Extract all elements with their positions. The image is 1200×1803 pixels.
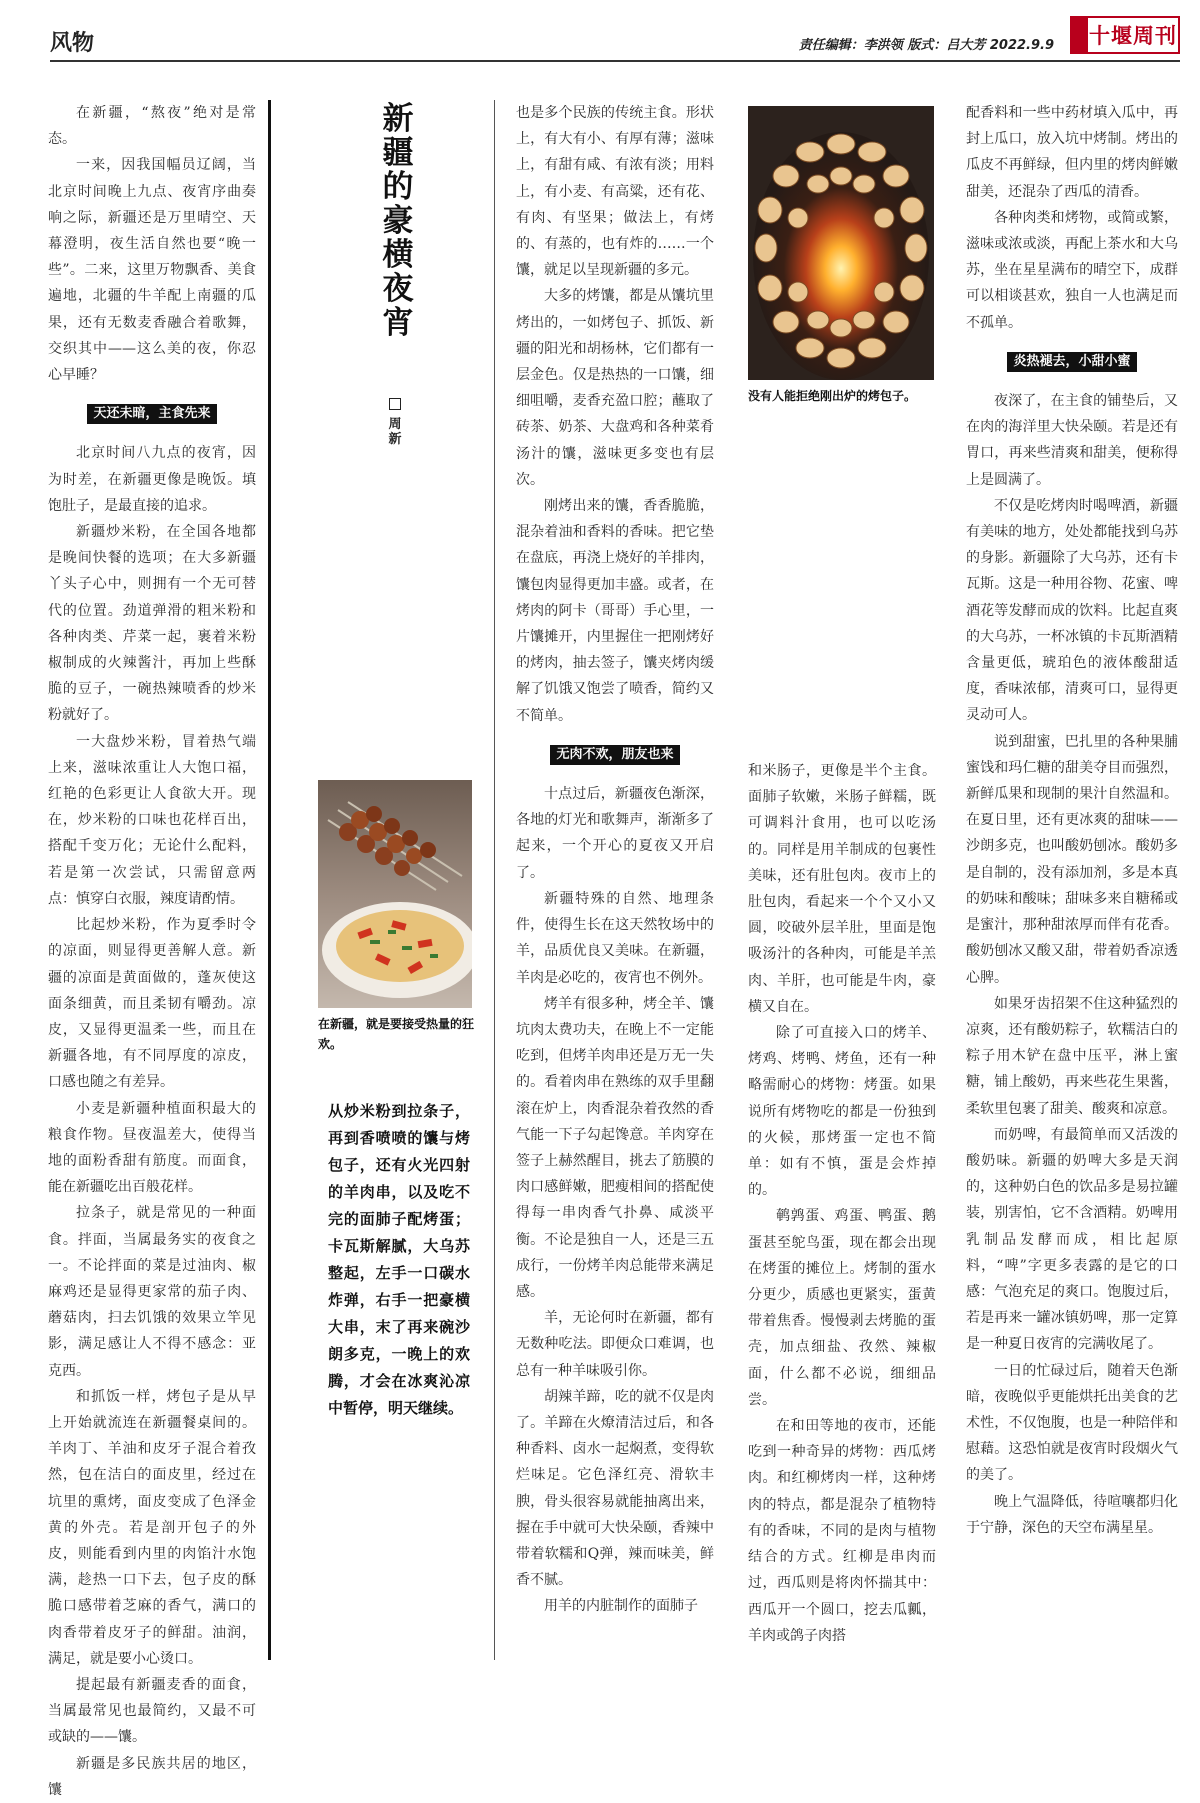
column-2 — [516, 100, 714, 1620]
paragraph: 新疆是多民族共居的地区，馕 — [48, 1755, 256, 1798]
column-divider — [268, 100, 271, 1660]
paragraph: 拉条子，就是常见的一种面食。拌面，当属最务实的夜食之一。不论拌面的菜是过油肉、椒麻鸡还是显得更家常的茄子肉、蘑菇肉，扫去饥饿的效果立竿见影，满足感让人不得不感念：亚克西。 — [48, 1205, 256, 1379]
byline — [386, 398, 404, 447]
column-3 — [748, 758, 936, 1649]
section-label: 风物 — [50, 31, 95, 56]
paragraph: 烤羊有很多种，烤全羊、馕坑肉太费功夫，在晚上不一定能吃到，但烤羊肉串还是万无一失的。看着肉串在熟练的双手里翻滚在炉上，肉香混杂着孜然的香气能一下子勾起馋意。羊肉穿在签子上赫然醒目，挑去了筋膜的肉口感鲜嫩，肥瘦相间的搭配使得每一串肉香气扑鼻、咸淡平衡。不论是独自一人，还是三五成行，一份烤羊肉总能带来满足感。 — [516, 995, 714, 1300]
paragraph: 刚烤出来的馕，香香脆脆，混杂着油和香料的香味。把它垫在盘底，再浇上烧好的羊排肉，馕包肉显得更加丰盛。或者，在烤肉的阿卡（哥哥）手心里，一片馕摊开，内里握住一把刚烤好的烤肉，抽去签子，馕夹烤肉缓解了饥饿又饱尝了喷香，简约又不简单。 — [516, 498, 714, 724]
intro-line: 在新疆，“熬夜”绝对是常态。 — [48, 105, 256, 148]
logo-bar — [1072, 18, 1088, 52]
logo-text: 十堰周刊 — [1089, 23, 1177, 48]
byline-box-icon — [389, 398, 401, 410]
photo-caption: 没有人能拒绝刚出炉的烤包子。 — [748, 389, 917, 403]
author-name: 周新 — [388, 417, 402, 447]
edition-credits: 责任编辑：李洪领 版式：吕大芳 2022.9.9 — [798, 38, 1054, 53]
column-4 — [966, 100, 1178, 1541]
paragraph: 一大盘炒米粉，冒着热气端上来，滋味浓重让人大饱口福，红艳的色彩更让人食欲大开。现在，炒米粉的口味也花样百出，搭配千变万化；无论什么配料，若是第一次尝试，只需留意两点：慎穿白衣服，辣度请酌情。 — [48, 733, 256, 907]
paragraph: 胡辣羊蹄，吃的就不仅是肉了。羊蹄在火燎清洁过后，和各种香料、卤水一起焖煮，变得软烂味足。它色泽红亮、滑软丰腴，骨头很容易就能抽离出来，握在手中就可大快朵颐，香辣中带着软糯和Q弹，辣而味美，鲜香不腻。 — [516, 1388, 714, 1589]
paragraph: 晚上气温降低，待喧嚷都归化于宁静，深色的天空布满星星。 — [966, 1493, 1178, 1536]
paragraph: 一来，因我国幅员辽阔，当北京时间晚上九点、夜宵序曲奏响之际，新疆还是万里晴空、天幕澄明，夜生活自然也要“晚一些”。二来，这里万物飘香、美食遍地，北疆的牛羊配上南疆的瓜果，还有无数麦香融合着歌舞，交织其中——这么美的夜，你忍心早睡？ — [48, 157, 256, 384]
paragraph: 如果牙齿招架不住这种猛烈的凉爽，还有酸奶粽子，软糯洁白的粽子用木铲在盘中压平，淋上蜜糖，铺上酸奶，再来些花生果酱，柔软里包裹了甜美、酸爽和凉意。 — [966, 995, 1178, 1117]
paragraph: 和米肠子，更像是半个主食。面肺子软嫩，米肠子鲜糯，既可调料汁食用，也可以吃汤的。同样是用羊制成的包裹性美味，还有肚包肉。夜市上的肚包肉，看起来一个个又小又圆，咬破外层羊肚，里面是饱吸汤汁的各种肉，可能是羊羔肉、羊肝，也可能是牛肉，豪横又自在。 — [748, 763, 936, 1015]
paragraph: 在和田等地的夜市，还能吃到一种奇异的烤物：西瓜烤肉。和红柳烤肉一样，这种烤肉的特点，都是混杂了植物特有的香味，不同的是肉与植物结合的方式。红柳是串肉而过，西瓜则是将肉怀揣其中：西瓜开一个圆口，挖去瓜瓤，羊肉或鸽子肉搭 — [748, 1418, 936, 1644]
column-1 — [48, 100, 256, 1803]
photo-caption: 在新疆，就是要接受热量的狂欢。 — [318, 1017, 475, 1051]
photo-skewers-and-rice — [318, 780, 472, 1008]
paragraph: 不仅是吃烤肉时喝啤酒，新疆有美味的地方，处处都能找到乌苏的身影。新疆除了大乌苏，还有卡瓦斯。这是一种用谷物、花蜜、啤酒花等发酵而成的饮料。比起直爽的大乌苏，一杯冰镇的卡瓦斯酒精含量更低，琥珀色的液体酸甜适度，香味浓郁，清爽可口，显得更灵动可人。 — [966, 497, 1178, 724]
paragraph: 新疆炒米粉，在全国各地都是晚间快餐的选项；在大多新疆丫头子心中，则拥有一个无可替代的位置。劲道弹滑的粗米粉和各种肉类、芹菜一起，裹着米粉椒制成的火辣酱汁，再加上些酥脆的豆子，一碗热辣喷香的炒米粉就好了。 — [48, 524, 256, 724]
section-heading-text: 无肉不欢，朋友也来 — [550, 745, 679, 765]
paragraph: 也是多个民族的传统主食。形状上，有大有小、有厚有薄；滋味上，有甜有咸、有浓有淡；用料上，有小麦、有高粱，还有花、有肉、有坚果；做法上，有烤的、有蒸的，也有炸的……一个馕，就足以呈现新疆的多元。 — [516, 105, 714, 279]
paragraph: 夜深了，在主食的铺垫后，又在肉的海洋里大快朵颐。若是还有胃口，再来些清爽和甜美，便称得上是圆满了。 — [966, 393, 1178, 488]
paragraph: 一日的忙碌过后，随着天色渐暗，夜晚似乎更能烘托出美食的艺术性，不仅饱腹，也是一种陪伴和慰藉。这恐怕就是夜宵时段烟火气的美了。 — [966, 1362, 1178, 1484]
paragraph: 大多的烤馕，都是从馕坑里烤出的，一如烤包子、抓饭、新疆的阳光和胡杨林，它们都有一层金色。仅是热热的一口馕，细细咀嚼，麦香充盈口腔；蘸取了砖茶、奶茶、大盘鸡和各种菜肴汤汁的馕，滋味更多变也有层次。 — [516, 288, 714, 488]
paragraph: 各种肉类和烤物，或简或繁，滋味或浓或淡，再配上茶水和大乌苏，坐在星星满布的晴空下，成群可以相谈甚欢，独自一人也满足而不孤单。 — [966, 209, 1178, 331]
paragraph: 小麦是新疆种植面积最大的粮食作物。昼夜温差大，使得当地的面粉香甜有筋度。而面食，能在新疆吃出百般花样。 — [48, 1100, 256, 1196]
paragraph: 用羊的内脏制作的面肺子 — [544, 1598, 698, 1615]
paragraph: 羊，无论何时在新疆，都有无数种吃法。即便众口难调，也总有一种羊味吸引你。 — [516, 1310, 714, 1379]
header-rule — [50, 60, 1180, 62]
paragraph: 鹌鹑蛋、鸡蛋、鸭蛋、鹅蛋甚至鸵鸟蛋，现在都会出现在烤蛋的摊位上。烤制的蛋水分更少，质感也更紧实，蛋黄带着焦香。慢慢剥去烤脆的蛋壳，加点细盐、孜然、辣椒面，什么都不必说，细细品尝。 — [748, 1208, 936, 1408]
newspaper-logo — [1070, 16, 1180, 54]
paragraph: 北京时间八九点的夜宵，因为时差，在新疆更像是晚饭。填饱肚子，是最直接的追求。 — [48, 445, 256, 514]
column-divider — [494, 100, 495, 1660]
paragraph: 配香料和一些中药材填入瓜中，再封上瓜口，放入坑中烤制。烤出的瓜皮不再鲜绿，但内里的烤肉鲜嫩甜美，还混杂了西瓜的清香。 — [966, 105, 1178, 200]
section-heading-text: 天还未暗，主食先来 — [87, 404, 216, 424]
paragraph: 十点过后，新疆夜色渐深，各地的灯光和歌舞声，渐渐多了起来，一个开心的夏夜又开启了。 — [516, 786, 714, 881]
paragraph: 说到甜蜜，巴扎里的各种果脯蜜饯和玛仁糖的甜美夺目而强烈，新鲜瓜果和现制的果汁自然温和。在夏日里，还有更冰爽的甜味——沙朗多克，也叫酸奶刨冰。酸奶多是自制的，没有添加剂，多是本真的奶味和酸味；甜味多来自糖稀或是蜜汁，那种甜浓厚而伴有花香。酸奶刨冰又酸又甜，带着奶香凉透心脾。 — [966, 733, 1178, 986]
paragraph: 和抓饭一样，烤包子是从早上开始就流连在新疆餐桌间的。羊肉丁、羊油和皮牙子混合着孜然，包在洁白的面皮里，经过在坑里的熏烤，面皮变成了色泽金黄的外壳。若是剖开包子的外皮，则能看到内里的肉馅汁水饱满，趁热一口下去，包子皮的酥脆口感带着芝麻的香气，满口的肉香带着皮牙子的鲜甜。油润，满足，就是要小心烫口。 — [48, 1388, 256, 1667]
tandoor-image — [748, 106, 934, 380]
section-heading — [48, 400, 256, 426]
photo-tandoor — [748, 106, 934, 380]
paragraph: 比起炒米粉，作为夏季时令的凉面，则显得更善解人意。新疆的凉面是黄面做的，蓬灰使这面条细黄，而且柔韧有嚼劲。凉皮，又显得更温柔一些，而且在新疆各地，有不同厚度的凉皮，口感也随之有差异。 — [48, 917, 256, 1091]
pull-quote: 从炒米粉到拉条子，再到香喷喷的馕与烤包子，还有火光四射的羊肉串，以及吃不完的面肺子配烤蛋；卡瓦斯解腻，大乌苏整起，左手一口碳水炸弹，右手一把豪横大串，末了再来碗沙朗多克，一晚上的欢腾，才会在冰爽沁凉中暂停，明天继续。 — [328, 1102, 470, 1417]
section-heading — [966, 348, 1178, 374]
article-title: 新疆的豪横夜宵 — [382, 101, 414, 341]
paragraph: 新疆特殊的自然、地理条件，使得生长在这天然牧场中的羊，品质优良又美味。在新疆，羊肉是必吃的，夜宵也不例外。 — [516, 890, 714, 986]
skewers-image — [318, 780, 472, 1008]
paragraph: 而奶啤，有最简单而又活泼的酸奶味。新疆的奶啤大多是天润的，这种奶白色的饮品多是易拉罐装，别害怕，它不含酒精。奶啤用乳制品发酵而成，相比起原料，“啤”字更多表露的是它的口感：气泡充足的爽口。饱腹过后，若是再来一罐冰镇奶啤，那一定算是一种夏日夜宵的完满收尾了。 — [966, 1126, 1178, 1353]
paragraph: 提起最有新疆麦香的面食，当属最常见也最简约，又最不可或缺的——馕。 — [48, 1676, 256, 1746]
section-heading-text: 炎热褪去，小甜小蜜 — [1007, 352, 1136, 372]
section-heading — [516, 741, 714, 767]
paragraph: 除了可直接入口的烤羊、烤鸡、烤鸭、烤鱼，还有一种略需耐心的烤物：烤蛋。如果说所有烤物吃的都是一份独到的火候，那烤蛋一定也不简单：如有不慎，蛋是会炸掉的。 — [748, 1025, 936, 1199]
